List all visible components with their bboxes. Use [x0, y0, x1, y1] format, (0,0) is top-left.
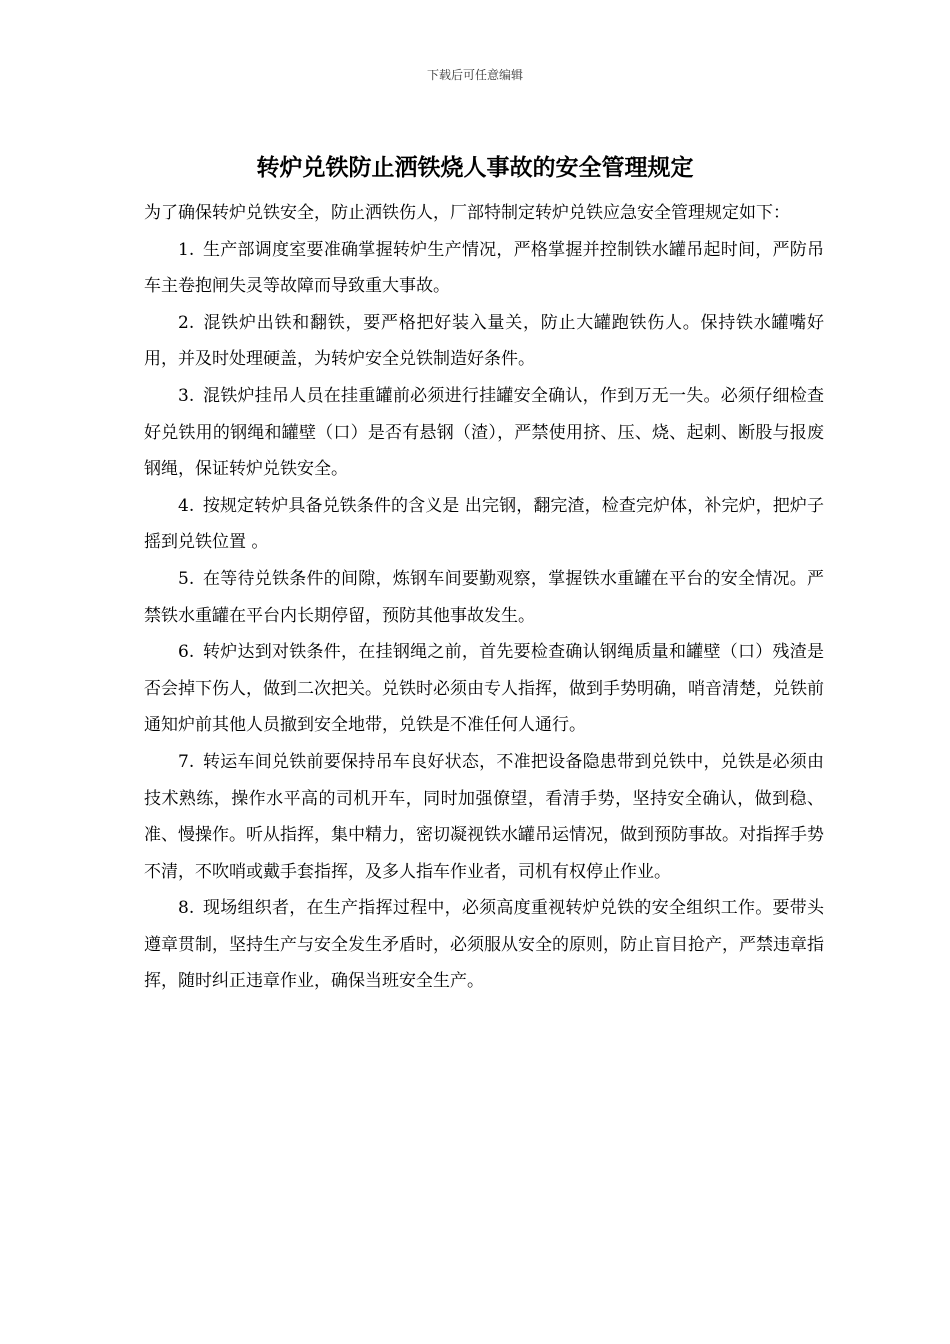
rule-item-7 [144, 744, 824, 890]
intro-paragraph: 为了确保转炉兑铁安全，防止洒铁伤人，厂部特制定转炉兑铁应急安全管理规定如下： [144, 203, 790, 223]
page-header-note: 下载后可任意编辑 [426, 68, 523, 82]
rule-number: 4. [178, 495, 195, 516]
rule-number: 5. [178, 568, 195, 589]
document-title: 转炉兑铁防止洒铁烧人事故的安全管理规定 [256, 154, 694, 181]
rule-number: 7. [178, 751, 195, 772]
rule-number: 8. [178, 898, 195, 919]
rule-text: 混铁炉出铁和翻铁，要严格把好装入量关，防止大罐跑铁伤人。保持铁水罐嘴好用，并及时处理硬盖，为转炉安全兑铁制造好条件。 [144, 312, 824, 370]
rule-item-6 [144, 634, 824, 744]
rule-item-2 [144, 305, 824, 378]
rule-number: 3. [178, 385, 195, 406]
rule-item-4 [144, 488, 824, 561]
rule-item-1 [144, 232, 824, 305]
rule-item-3 [144, 378, 824, 488]
rule-text: 转炉达到对铁条件，在挂钢绳之前，首先要检查确认钢绳质量和罐壁（口）残渣是否会掉下伤人，做到二次把关。兑铁时必须由专人指挥，做到手势明确，哨音清楚，兑铁前通知炉前其他人员撤到安全地带，兑铁是不准任何人通行。 [144, 642, 824, 736]
rule-text: 现场组织者，在生产指挥过程中，必须高度重视转炉兑铁的安全组织工作。要带头遵章贯制，坚持生产与安全发生矛盾时，必须服从安全的原则，防止盲目抢产，严禁违章指挥，随时纠正违章作业，确保当班安全生产。 [144, 898, 824, 992]
rule-text: 生产部调度室要准确掌握转炉生产情况，严格掌握并控制铁水罐吊起时间，严防吊车主卷抱闸失灵等故障而导致重大事故。 [144, 239, 824, 297]
rule-text: 按规定转炉具备兑铁条件的含义是 出完钢，翻完渣，检查完炉体，补完炉，把炉子摇到兑铁位置 。 [144, 495, 824, 553]
document-body [144, 195, 824, 1000]
rule-number: 6. [178, 642, 195, 663]
rule-text: 转运车间兑铁前要保持吊车良好状态，不准把设备隐患带到兑铁中，兑铁是必须由技术熟练，操作水平高的司机开车，同时加强僚望，看清手势，坚持安全确认，做到稳、准、慢操作。听从指挥，集中精力，密切凝视铁水罐吊运情况，做到预防事故。对指挥手势不清，不吹哨或戴手套指挥，及多人指车作业者，司机有权停止作业。 [144, 751, 824, 882]
rule-text: 在等待兑铁条件的间隙，炼钢车间要勤观察，掌握铁水重罐在平台的安全情况。严禁铁水重罐在平台内长期停留，预防其他事故发生。 [144, 568, 824, 626]
rule-text: 混铁炉挂吊人员在挂重罐前必须进行挂罐安全确认，作到万无一失。必须仔细检查好兑铁用的钢绳和罐壁（口）是否有悬钢（渣），严禁使用挤、压、烧、起刺、断股与报废钢绳，保证转炉兑铁安全。 [144, 385, 824, 480]
rule-number: 2. [178, 312, 195, 333]
rule-item-5 [144, 561, 824, 634]
rule-number: 1. [178, 239, 195, 260]
rule-item-8 [144, 890, 824, 1000]
